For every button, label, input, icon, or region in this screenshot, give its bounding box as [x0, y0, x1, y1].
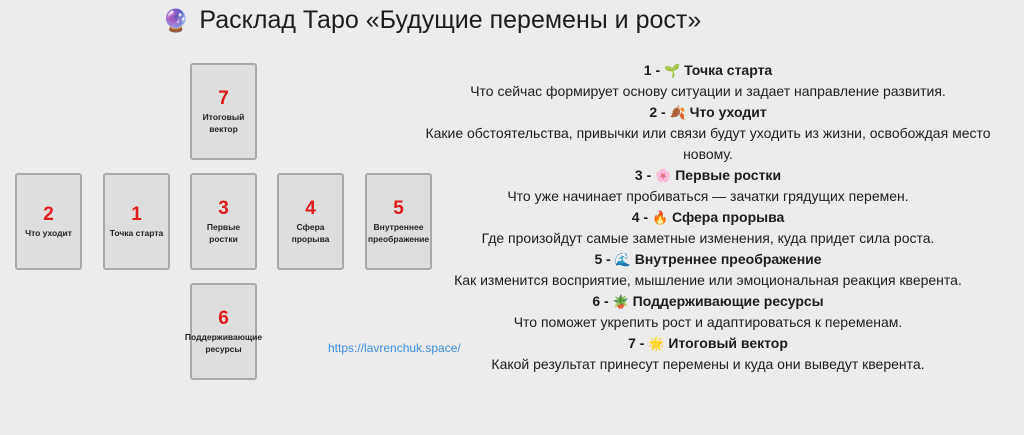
position-heading: [400, 291, 1016, 312]
card-1: [103, 173, 170, 270]
position-name: Внутреннее преображение: [634, 251, 822, 267]
position-heading: [400, 165, 1016, 186]
card-4: [277, 173, 344, 270]
page-title-text: Расклад Таро «Будущие перемены и рост»: [199, 6, 702, 34]
position-1: [400, 60, 1016, 102]
position-3: [400, 165, 1016, 207]
crystal-ball-icon: 🔮: [162, 7, 190, 33]
position-name: Сфера прорыва: [672, 209, 785, 225]
card-label: Итоговый вектор: [202, 111, 245, 134]
position-4: [400, 207, 1016, 249]
card-number: 4: [305, 197, 316, 219]
position-heading: [400, 333, 1016, 354]
position-7: [400, 333, 1016, 375]
position-name: Точка старта: [684, 62, 773, 78]
position-5: [400, 249, 1016, 291]
card-label: Первые ростки: [206, 221, 241, 244]
position-heading: [400, 60, 1016, 81]
position-description: Что поможет укрепить рост и адаптироваться к переменам.: [513, 314, 903, 330]
card-6: [184, 283, 263, 380]
position-heading: [400, 207, 1016, 228]
card-number: 7: [218, 87, 229, 109]
card-3: [190, 173, 257, 270]
card-label: Внутреннее преображение: [367, 221, 430, 244]
blossom-icon: 🌸: [655, 168, 672, 183]
position-number: 7 -: [628, 335, 645, 351]
card-label: Сфера прорыва: [291, 221, 330, 244]
card-number: 6: [218, 307, 229, 329]
position-number: 5 -: [594, 251, 611, 267]
position-2: [400, 102, 1016, 165]
position-name: Итоговый вектор: [668, 335, 788, 351]
fallen-leaf-icon: 🍂: [669, 105, 686, 120]
site-link[interactable]: https://lavrenchuk.space/: [328, 341, 461, 355]
card-label: Поддерживающие ресурсы: [184, 331, 263, 354]
position-description: Что сейчас формирует основу ситуации и задает направление развития.: [470, 83, 946, 99]
seedling-icon: 🌱: [664, 63, 681, 78]
position-description: Что уже начинает пробиваться — зачатки грядущих перемен.: [507, 188, 909, 204]
position-description: Как изменится восприятие, мышление или эмоциональная реакция кверента.: [454, 272, 962, 288]
position-heading: [400, 249, 1016, 270]
wave-icon: 🌊: [614, 252, 631, 267]
position-6: [400, 291, 1016, 333]
position-number: 4 -: [631, 209, 649, 225]
position-number: 6 -: [592, 293, 609, 309]
fire-icon: 🔥: [651, 210, 669, 225]
position-name: Поддерживающие ресурсы: [632, 293, 824, 309]
page-title: [162, 6, 701, 35]
position-description: Где произойдут самые заметные изменения, куда придет сила роста.: [481, 230, 935, 246]
card-number: 3: [218, 197, 229, 219]
card-2: [15, 173, 82, 270]
position-name: Что уходит: [689, 104, 767, 120]
position-heading: [400, 102, 1016, 123]
card-7: [190, 63, 257, 160]
potted-plant-icon: 🪴: [612, 294, 629, 309]
position-name: Первые ростки: [675, 167, 782, 183]
position-number: 1 -: [643, 62, 661, 78]
card-number: 1: [131, 203, 142, 225]
position-number: 2 -: [649, 104, 666, 120]
position-number: 3 -: [634, 167, 652, 183]
positions-list: [400, 60, 1016, 375]
star-icon: 🌟: [648, 336, 665, 351]
card-number: 2: [43, 203, 54, 225]
position-description: Какие обстоятельства, привычки или связи будут уходить из жизни, освобождая место новому.: [425, 125, 991, 162]
card-number: 5: [393, 197, 404, 219]
card-label: Что уходит: [25, 227, 72, 238]
card-label: Точка старта: [109, 227, 164, 238]
position-description: Какой результат принесут перемены и куда они выведут кверента.: [491, 356, 925, 372]
